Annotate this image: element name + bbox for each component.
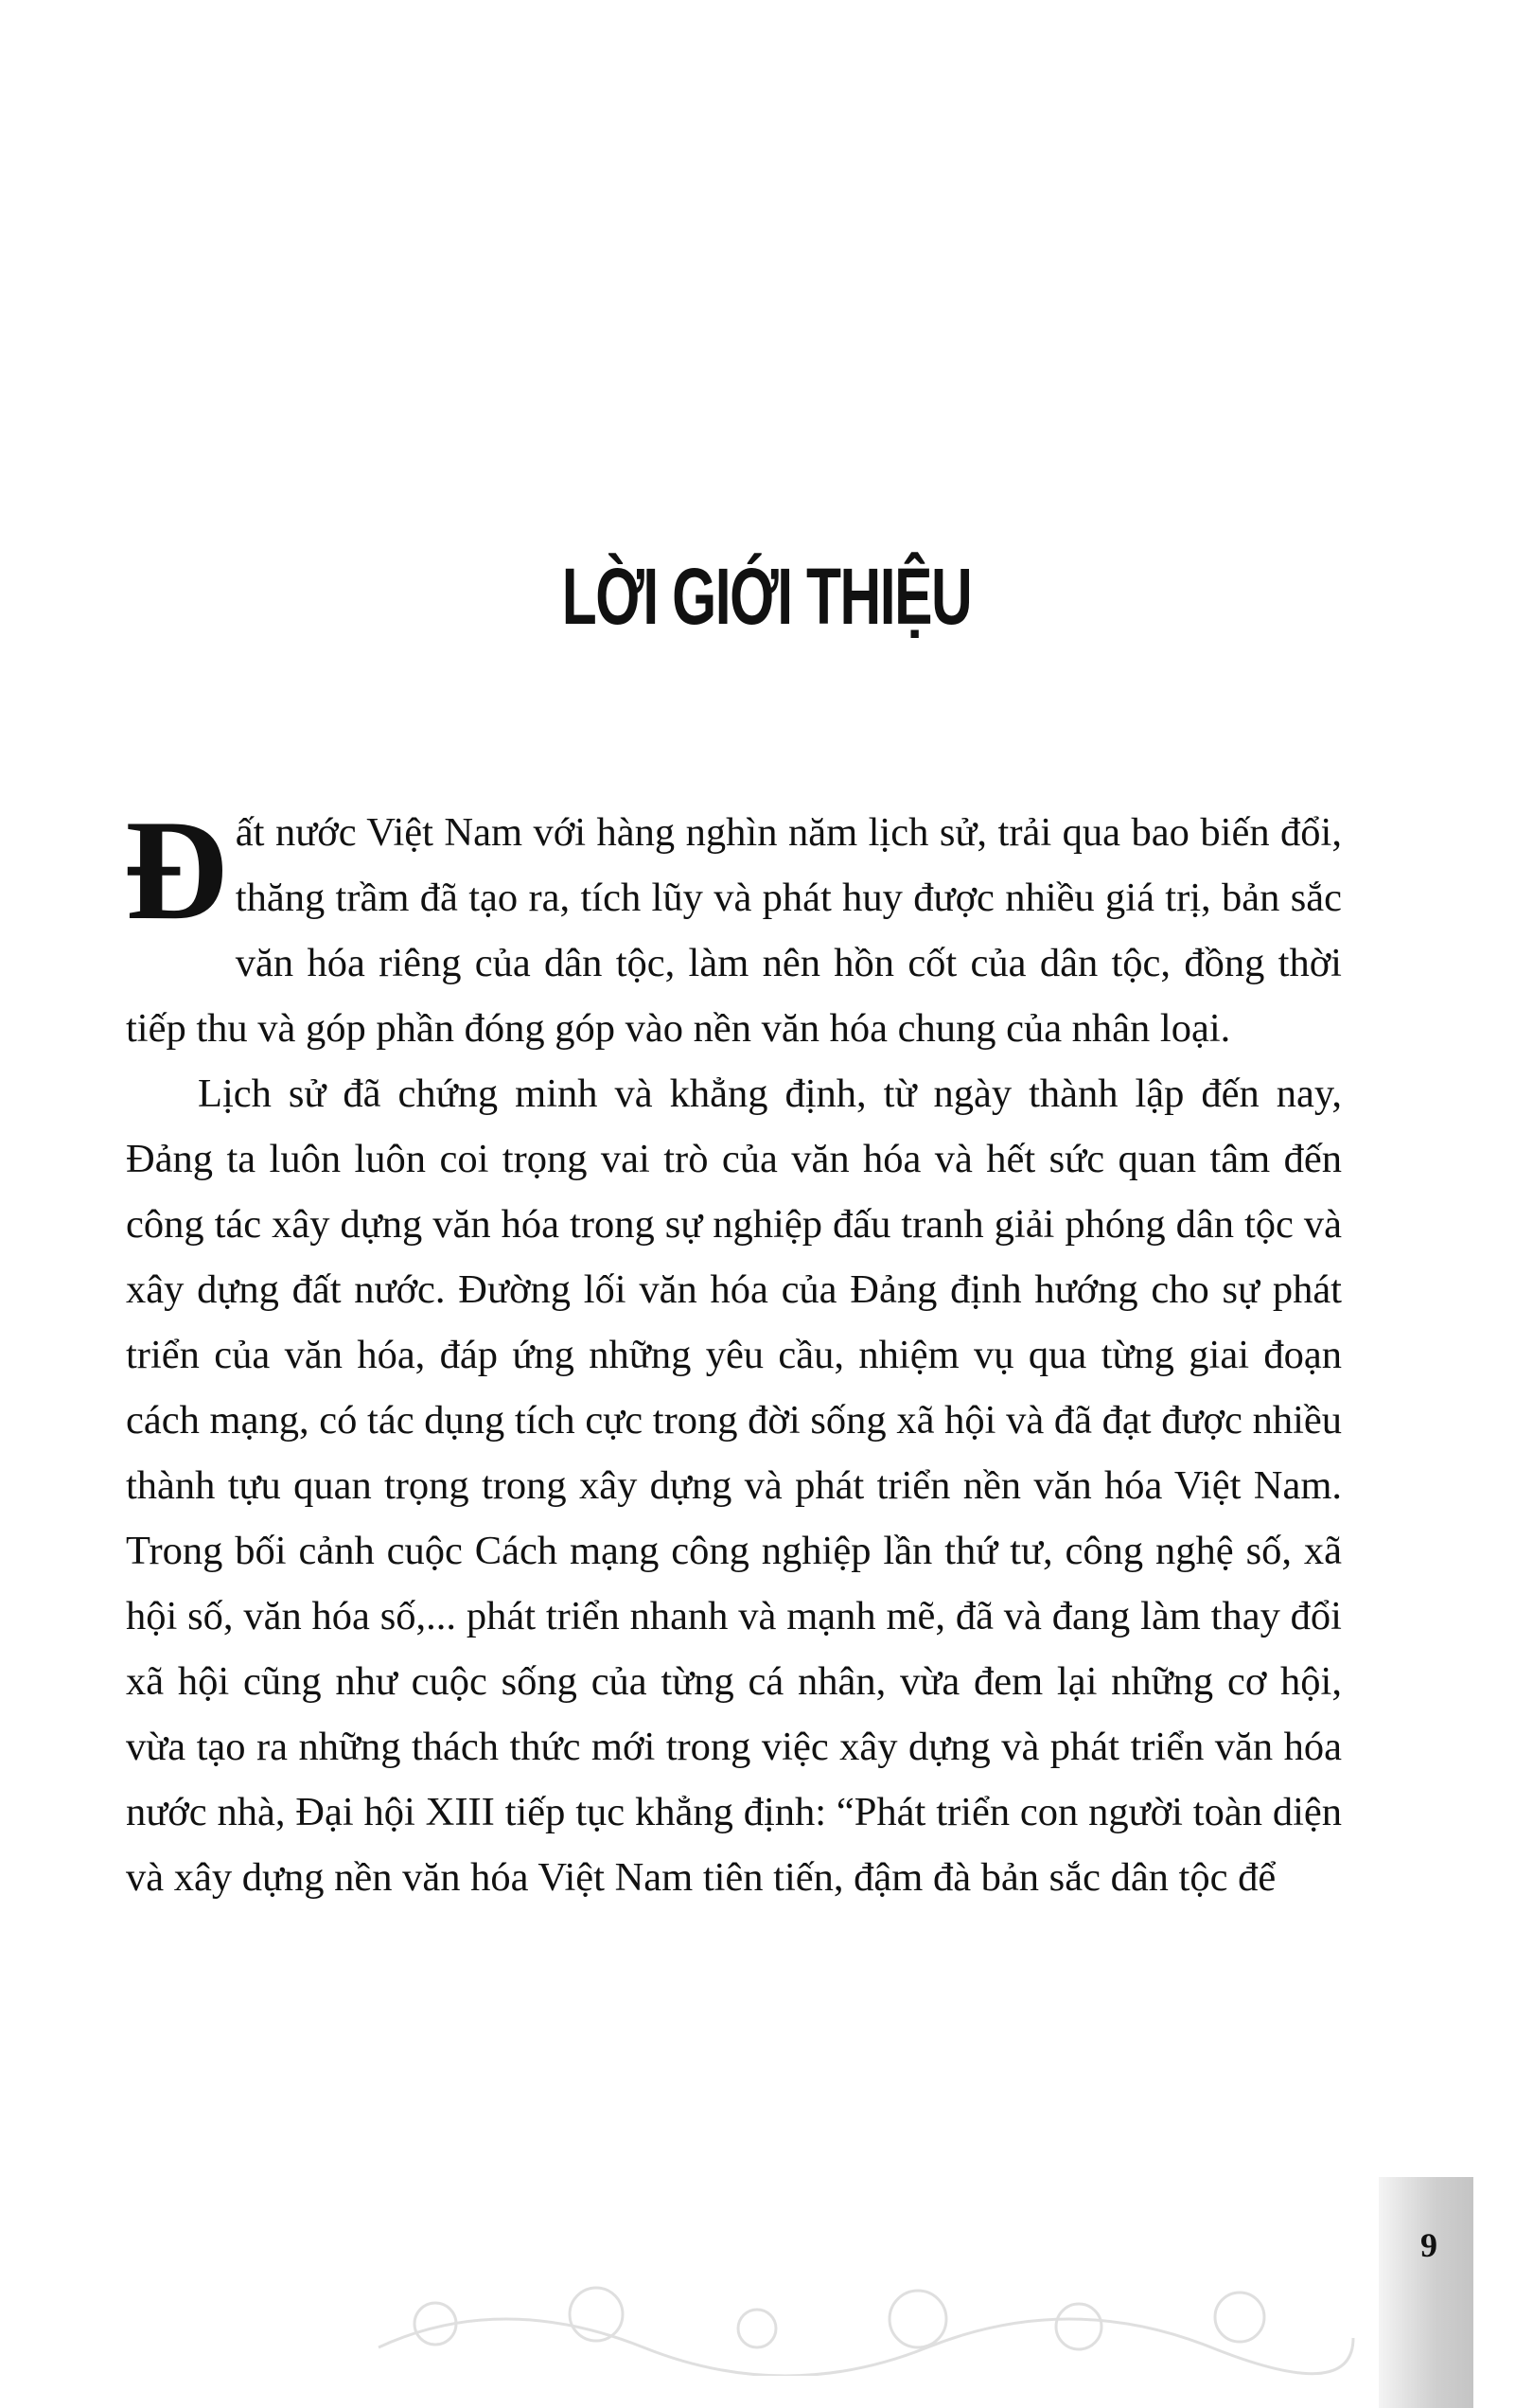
- paragraph-2: Lịch sử đã chứng minh và khẳng định, từ ngày thành lập đến nay, Đảng ta luôn luôn coi trọng vai trò của văn hóa và hết sức quan tâm đến công tác xây dựng văn hóa trong sự nghiệp đấu tranh giải phóng dân tộc và xây dựng đất nước. Đường lối văn hóa của Đảng định hướng cho sự phát triển của văn hóa, đáp ứng những yêu cầu, nhiệm vụ qua từng giai đoạn cách mạng, có tác dụng tích cực trong đời sống xã hội và đã đạt được nhiều thành tựu quan trọng trong xây dựng và phát triển nền văn hóa Việt Nam. Trong bối cảnh cuộc Cách mạng công nghiệp lần thứ tư, công nghệ số, xã hội số, văn hóa số,... phát triển nhanh và mạnh mẽ, đã và đang làm thay đổi xã hội cũng như cuộc sống của từng cá nhân, vừa đem lại những cơ hội, vừa tạo ra những thách thức mới trong việc xây dựng và phát triển văn hóa nước nhà, Đại hội XIII tiếp tục khẳng định: “Phát triển con người toàn diện và xây dựng nền văn hóa Việt Nam tiên tiến, đậm đà bản sắc dân tộc để: [126, 1071, 1342, 1900]
- floral-ornament-icon: [360, 2272, 1363, 2376]
- paragraph-1: [124, 790, 1342, 1061]
- page-title: LỜI GIỚI THIỆU: [561, 552, 972, 641]
- paragraph-1-text: ất nước Việt Nam với hàng nghìn năm lịch sử, trải qua bao biến đổi, thăng trầm đã tạo ra, tích lũy và phát huy được nhiều giá trị, bản sắc văn hóa riêng của dân tộc, làm nên hồn cốt của dân tộc, đồng thời tiếp thu và góp phần đóng góp vào nền văn hóa chung của nhân loại.: [126, 810, 1342, 1051]
- page-edge-shade: [1379, 2177, 1473, 2408]
- body-text: [124, 790, 1342, 1910]
- page-number: 9: [1420, 2226, 1437, 2264]
- drop-cap: Đ: [124, 790, 228, 949]
